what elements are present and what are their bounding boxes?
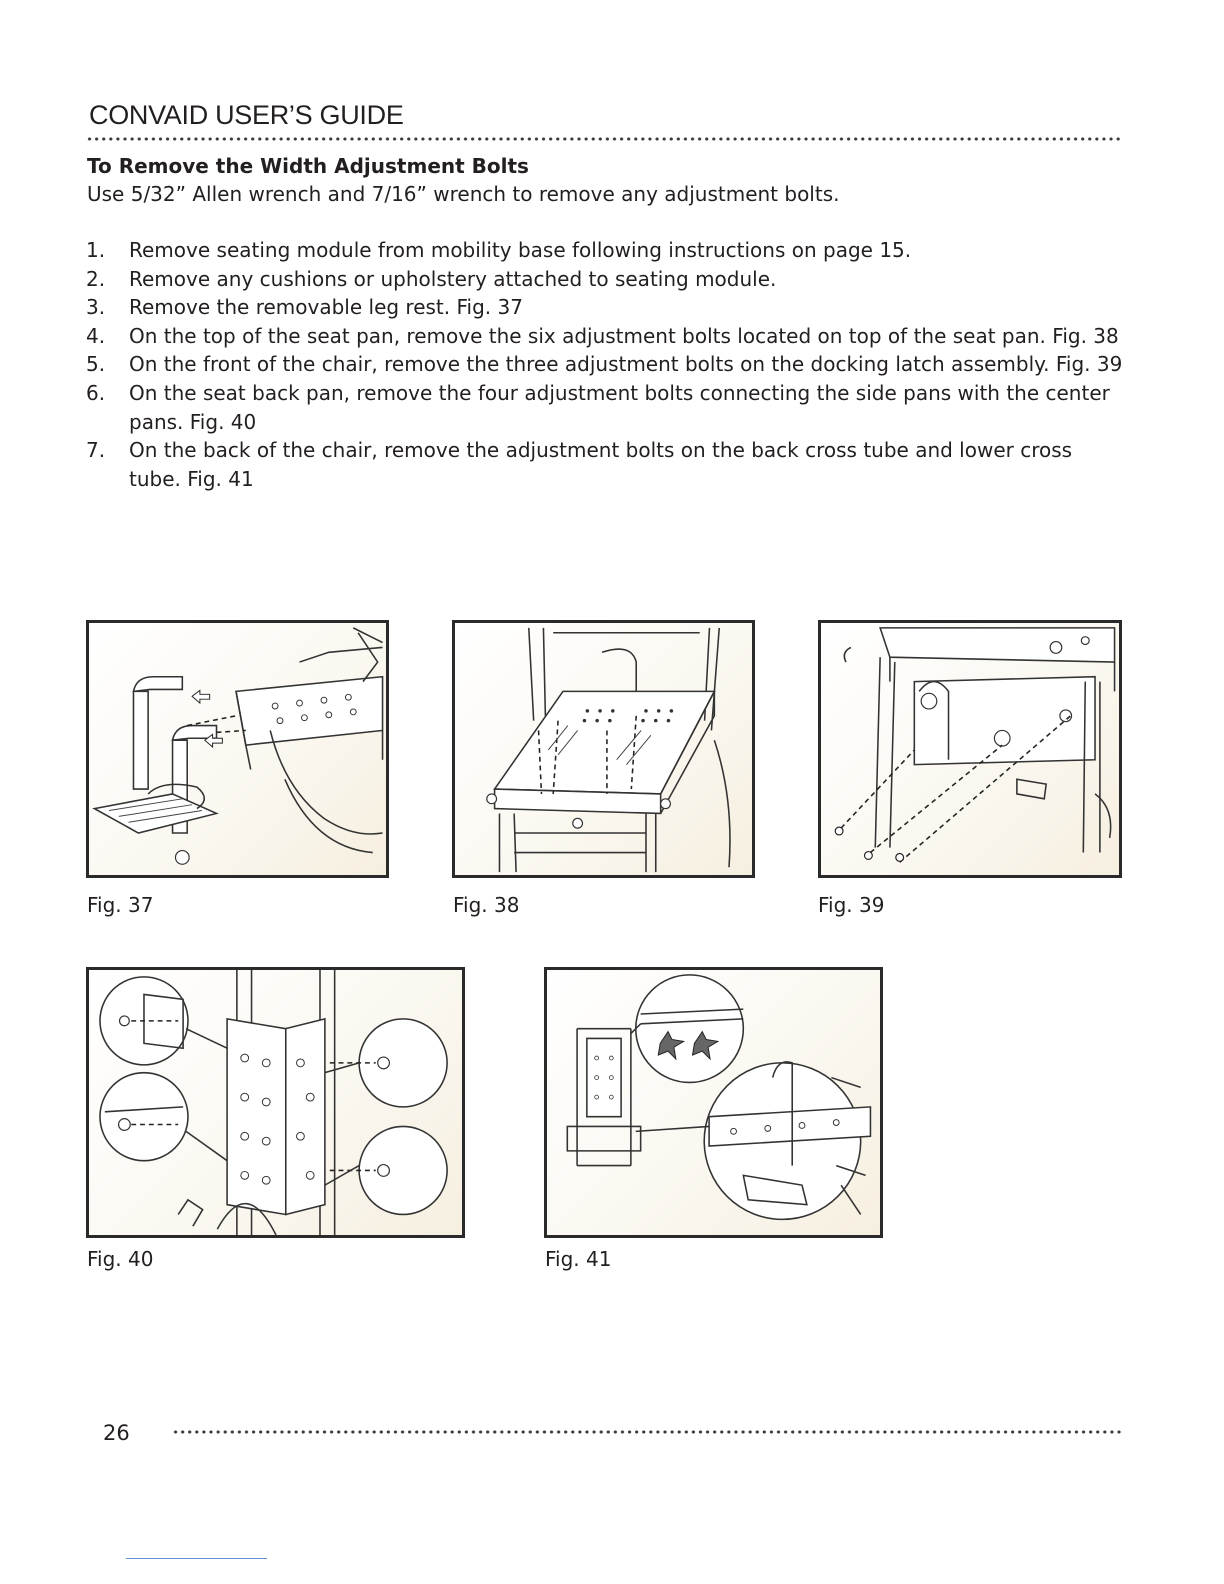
footer-rule — [126, 1558, 267, 1559]
step-text: On the seat back pan, remove the four adjustment bolts connecting the side pans with the center pans. Fig. 40 — [129, 380, 1110, 434]
step-item — [86, 350, 1126, 379]
step-text: Remove any cushions or upholstery attached to seating module. — [129, 266, 777, 291]
step-item — [86, 322, 1126, 351]
step-text: On the top of the seat pan, remove the six adjustment bolts located on top of the seat pan. Fig. 38 — [129, 323, 1119, 348]
step-item — [86, 265, 1126, 294]
figure-37-illustration — [86, 620, 389, 878]
page-number: 26 — [103, 1421, 130, 1445]
figure-40-caption: Fig. 40 — [87, 1247, 154, 1271]
intro-paragraph: Use 5/32” Allen wrench and 7/16” wrench to remove any adjustment bolts. — [87, 182, 840, 206]
page-header-title: CONVAID USER’S GUIDE — [89, 100, 404, 130]
step-number: 5. — [86, 352, 106, 377]
figure-41-illustration — [544, 967, 883, 1238]
step-number: 6. — [86, 380, 106, 405]
chair-back-cross-tube-drawing — [547, 970, 880, 1235]
step-number: 7. — [86, 438, 106, 463]
figure-40-illustration — [86, 967, 465, 1238]
seat-back-pan-drawing — [89, 970, 462, 1235]
step-text: On the front of the chair, remove the three adjustment bolts on the docking latch assembly. Fig. 39 — [129, 352, 1123, 377]
section-heading: To Remove the Width Adjustment Bolts — [87, 154, 529, 178]
seat-pan-drawing — [455, 623, 752, 875]
step-item — [86, 236, 1126, 265]
figure-39-caption: Fig. 39 — [818, 893, 885, 917]
step-item — [86, 379, 1126, 436]
docking-latch-drawing — [821, 623, 1119, 875]
header-dotted-rule — [86, 137, 1122, 141]
step-text: Remove seating module from mobility base following instructions on page 15. — [129, 238, 912, 262]
instruction-steps — [86, 236, 1126, 493]
step-item — [86, 293, 1126, 322]
step-text: Remove the removable leg rest. Fig. 37 — [129, 295, 523, 320]
step-number: 4. — [86, 323, 106, 348]
footer-dotted-rule — [172, 1430, 1122, 1434]
step-number: 3. — [86, 295, 106, 320]
step-number: 2. — [86, 266, 106, 291]
figure-39-illustration — [818, 620, 1122, 878]
step-item — [86, 436, 1126, 493]
step-number: 1. — [86, 238, 106, 262]
figure-37-caption: Fig. 37 — [87, 893, 154, 917]
step-text: On the back of the chair, remove the adjustment bolts on the back cross tube and lower cross tube. Fig. 41 — [129, 438, 1073, 491]
figure-38-illustration — [452, 620, 755, 878]
figure-38-caption: Fig. 38 — [453, 893, 520, 917]
figure-41-caption: Fig. 41 — [545, 1247, 612, 1271]
leg-rest-drawing — [89, 623, 386, 875]
